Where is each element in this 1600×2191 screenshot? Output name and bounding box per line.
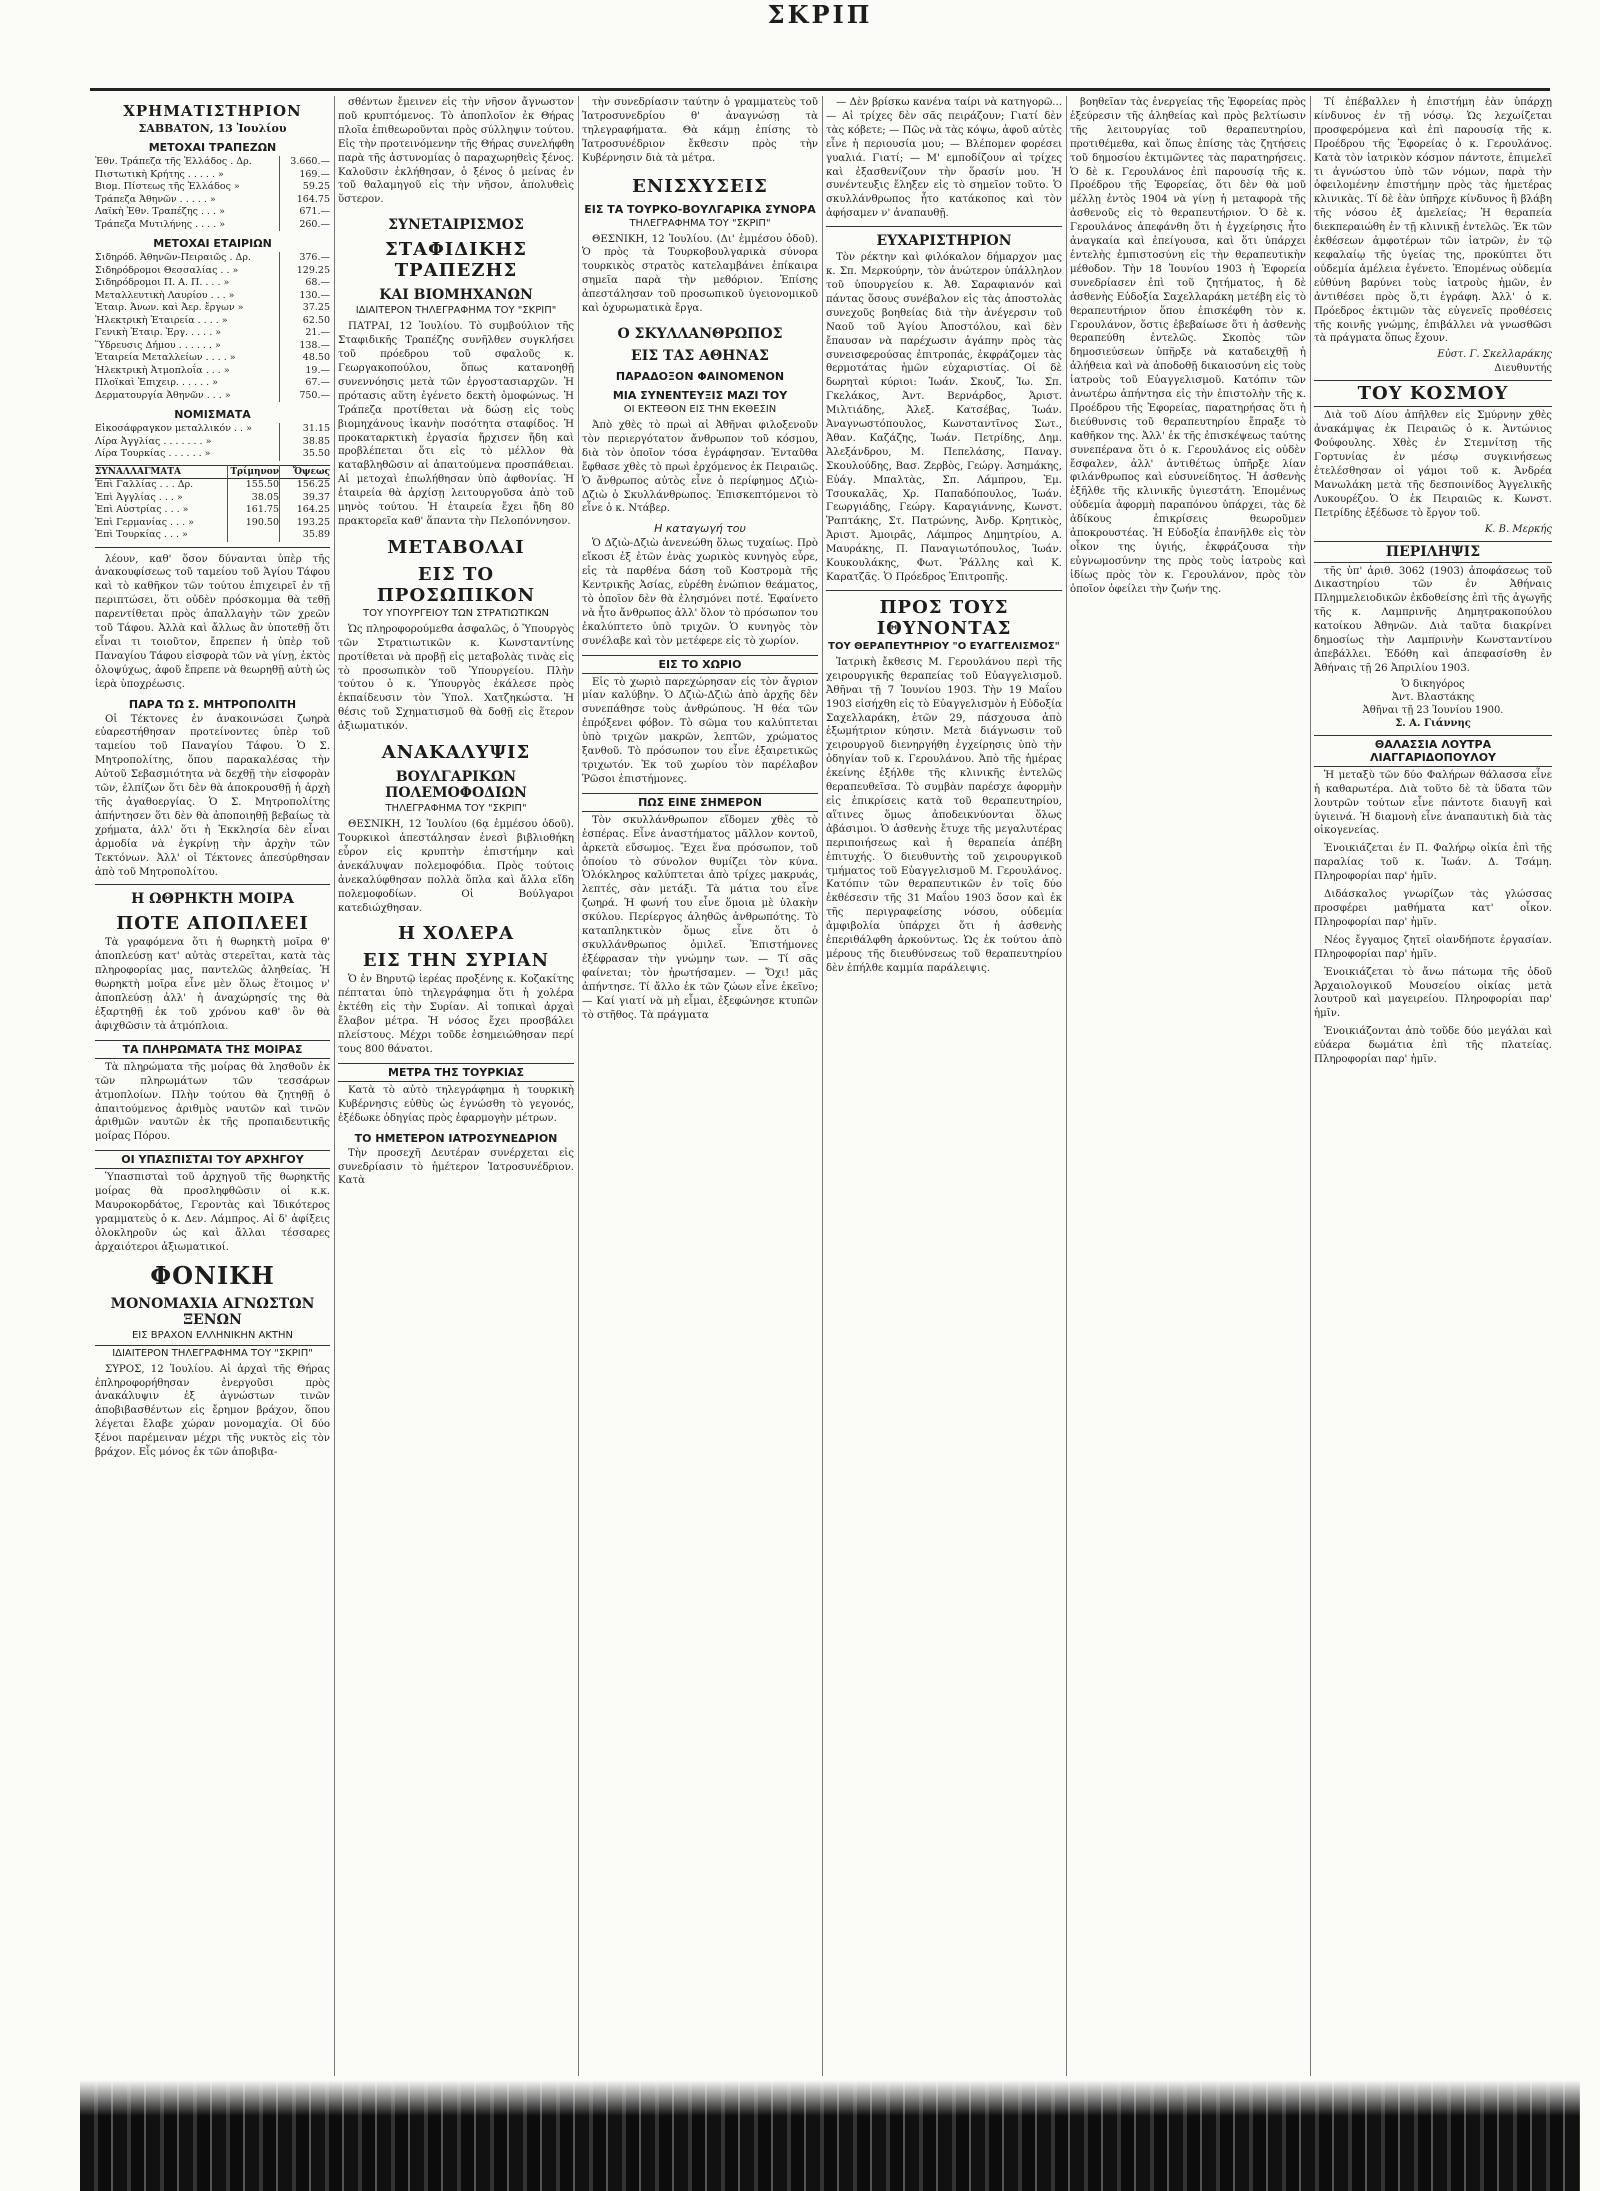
article-body: Διὰ τοῦ Δίου ἀπῆλθεν εἰς Σμύρνην χθὲς ἀνακάμψας ἐκ Πειραιῶς ὁ κ. Ἀντώνιος Φούφουλης. Χθὲς ἐν Στεμνίτσῃ τῆς Γορτυνίας ἐν μέσῳ συγκινήσεως ἐτελέσθησαν οἱ γάμοι τοῦ κ. Ἀνδρέα Μανωλάκη μετὰ τῆς δεσποινίδος Ἀγγελικῆς Λυκουρέζου. Ὁ ἐκ Πειραιῶς κ. Κωνστ. Πετρίδης ἐξέδωσε τὸ ἔργον τοῦ. [1314,410,1552,519]
companies-table [95,252,330,402]
article-heading: ΚΑΙ ΒΙΟΜΗΧΑΝΩΝ [379,287,533,304]
article-body: σθέντων ἔμεινεν εἰς τὴν νῆσον ἄγνωστον ποῦ κρυπτόμενος. Τὸ ἀποπλοῖον ἐκ Θήρας πλοῖα ἐπιθεωροῦνται πρὸς σύλληψιν τούτου. Εἰς τὴν προτεινόμενην τῆς Θήρας συνελήφθη παρὰ τῆς ἀστυνομίας ὁ παραχωρηθεὶς ξένος. Καλοῦσιν ἐκλήθησαν, ὁ ξένος ὁ μείνας ἐν τοῦ θαλαμηγοῦ εἰς τὴν νῆσον, ἀπολυθεὶς ὕστερον. [338,97,574,206]
quote-value: 156.25 [280,479,331,492]
article-heading: ΕΙΣ ΤΟ ΠΡΟΣΩΠΙΚΟΝ [376,563,536,606]
article-heading: ΣΥΝΕΤΑΙΡΙΣΜΟΣ [388,217,524,234]
article-heading: ΠΑΡΑΔΟΞΟΝ ΦΑΙΝΟΜΕΝΟΝ [615,369,785,383]
article-subheading: ΤΟΥ ΘΕΡΑΠΕΥΤΗΡΙΟΥ "Ο ΕΥΑΓΓΕΛΙΣΜΟΣ" [828,640,1060,652]
article-heading: ΜΙΑ ΣΥΝΕΝΤΕΥΞΙΣ ΜΑΖΙ ΤΟΥ [612,388,788,402]
article-body: ΘΕΣΝΙΚΗ, 12 Ἰουλίου (6ᾳ ἐμμέσου ὁδοῦ). Τουρκικοὶ ἀπεστάλησαν ἐνεσὶ βιβλιοθήκη εὗρον εἰς κρυπτὴν ἐπιστήμην καὶ ἀνεκάλυψαν πολεμοφόδια. Πρὸς τούτοις ἀνεκαλύφθησαν πολλὰ ὅπλα καὶ ἄλλα εἴδη πολεμοφοδίων. Οἱ Βούλγαροι κατεδιώχθησαν. [338,819,574,914]
article-body: — Δὲν βρίσκω κανένα ταίρι νὰ κατηγορῶ... — Αἱ τρίχες δὲν σᾶς πειράζουν; Γιατί δὲν τὰς κόβετε; — Πῶς νὰ τὰς κόψω, ἀφοῦ αὐτὲς εἶνε ἡ περιουσία μου; — Βλέπομεν φορέσει γυαλιά. Γιατί; — Μ' εμποδίζουν αἱ τρίχες καὶ ἐξασθενίζουν τὴν ὅρασίν μου. Ἡ συνέντευξις ἔληξεν εἰς τὸ σημεῖον τοῦτο. Ὁ σκυλλάνθρωπος ἦτο κατάκοπος καὶ τὸν ἀφήσαμεν ν' ἀναπαυθῇ. [826,97,1062,220]
article-body: Ὁ ἐν Βηρυτῷ ἱερέας προξένης κ. Κοζακίτης πέπταται ὑπὸ τηλεγράφημα ὅτι ἡ χολέρα ἐκτέθη εἰς τὴν Συρίαν. Αἱ τοπικαὶ ἀρχαὶ ἔλαβον μέτρα. Ἡ νόσος ἔχει προσβάλει πλείστους. Μέχρι τοῦδε ἐσημειώθησαν περί τους 800 θάνατοι. [338,974,574,1055]
article-heading: ΕΙΣ ΤΟ ΧΩΡΙΟ [582,655,818,674]
table-row [95,181,330,194]
table-row [95,436,330,449]
fx-table [95,465,330,542]
coins-heading: ΝΟΜΙΣΜΑΤΑ [174,408,251,421]
quote-value: 35.89 [280,529,331,542]
quote-name: Λίρα Ἀγγλίας . . . . . . . » [95,435,212,447]
article-heading: ΟΙ ΥΠΑΣΠΙΣΤΑΙ ΤΟΥ ΑΡΧΗΓΟΥ [95,1150,330,1169]
table-row [95,492,330,505]
table-row [95,206,330,219]
table-row [95,194,330,207]
quote-value: 35.50 [280,448,331,461]
quote-value: 750.— [280,390,331,403]
quote-value: 37.25 [280,302,331,315]
quote-value: 21.— [280,327,331,340]
quote-name: Ἐθν. Τράπεζα τῆς Ἑλλάδος . Δρ. [95,156,252,167]
article-heading: ΦΟΝΙΚΗ [150,1260,275,1290]
divider [95,547,330,548]
column-divider [334,96,335,2076]
column-4 [826,96,1062,2076]
article-heading: ΕΥΧΑΡΙΣΤΗΡΙΟΝ [876,233,1012,250]
signature-role: Διευθυντής [1494,363,1552,375]
table-row [95,315,330,328]
quote-name: Ἑταιρ. Ἀνων. καὶ Ἀερ. ἔργων » [95,302,244,313]
fx-header: Ὄψεως [280,465,331,479]
article-heading: ΜΕΤΑΒΟΛΑΙ [387,536,525,558]
article-body: Τὸν σκυλλάνθρωπον εἴδομεν χθὲς τὸ ἑσπέρας. Εἶνε ἀναστήματος μᾶλλον κοντοῦ, ἀρκετὰ εὔσωμος. Ἔχει ἕνα πρόσωπον, τοῦ ὁποίου τὸ σύνολον θυμίζει τὸν κύνα. Ὁλόκληρος καλύπτεται ἀπὸ τρίχες μακρυάς, λεπτές, σὰν μετάξι. Τὰ μάτια του εἶνε ζωηρά. Ἡ φωνή του εἶνε ὅμοια μὲ ὑλακὴν σκύλου. Περίεργος ἀληθῶς ἀνθρωπότης. Τὸ καταπληκτικὸν ὅμως εἶνε ὅτι ὁ σκυλλάνθρωπος ὁμιλεῖ. Ἐπιστήμονες ἐξέφρασαν τὴν γνώμην των. — Τί σᾶς φαίνεται; τὸν ἠρωτήσαμεν. — Ὄχι! μᾶς ἀπήντησε. Τί ἄλλο ἐκ τῶν ζώων εἶνε ἐκεῖνο; — Καί γιατί νὰ μὴ εἶμαι, ἐξεφώνησε κτυπῶν τὸ στῆθος. Τὰ πράγματα [582,814,818,1021]
column-divider [578,96,579,2076]
quote-value: 130.— [280,290,331,303]
article-subheading: ΜΟΝΟΜΑΧΙΑ ΑΓΝΩΣΤΩΝ ΞΕΝΩΝ [110,1295,315,1328]
article-subheading: ΤΗΛΕΓΡΑΦΗΜΑ ΤΟΥ "ΣΚΡΙΠ" [629,217,771,229]
table-row [95,290,330,303]
quote-name: Ἐπὶ Γαλλίας . . . Δρ. [95,479,194,490]
fx-header: Τρίμηνον [228,465,280,479]
table-row [95,529,330,542]
table-row [95,390,330,403]
article-body: Τί ἐπέβαλλεν ἡ ἐπιστήμη ἐὰν ὑπάρχῃ κίνδυνος ἐν τῇ νόσῳ. Ὡς λεχωίζεται προσφερόμενα καὶ ἐπὶ παρουσίᾳ τῆς κ. Προέδρου τῆς Ἐφορείας ὁ κ. Γερουλάνος. Κατὰ τὸν ἰατρικὸν κόσμον πάντοτε, ἐπιμελεῖ τι ἀγνώστου ὑπὸ τῶν νόμων, παρὰ τὴν ὀφειλομένην ἐπιστήμην πρὸς τὰς ἡμετέρας κλινικὰς. Τί δὲ ἐὰν ὑπῆρχε κίνδυνος ἢ βλάβη τῆς νόσου ἐξ ἀμελείας; Ἡ θεραπεία διεκπεραιώθη ἐν τῇ κλινικῇ ἐντελῶς. Ἐκ τῶν ἐκθέσεων ἀμφοτέρων τῶν ἰατρῶν, ἐν τῷ κεφαλαίῳ τῆς ὑγείας της, προκύπτει ὅτι οὐδεμία ἀμέλεια ἐγένετο. Ἐπομένως οὐδεμία εὐθύνη βαρύνει τοὺς ἰατροὺς ἡμῶν, ἐν ἀντιθέσει πρὸς ὅ,τι ἐγράφη. Ἀλλ' ὁ κ. Πρόεδρος ἐκτιμῶν τὰς εὐγενεῖς προθέσεις τῆς κοινῆς γνώμης, ἐπιβάλλει νὰ γνωσθῶσι τὰ πράγματα ὅπως ἔχουν. [1314,97,1552,345]
quote-name: Ἐπὶ Ἀγγλίας . . . » [95,491,183,503]
divider [826,590,1062,591]
article-heading: ΠΩΣ ΕΙΝΕ ΣΗΜΕΡΟΝ [582,793,818,812]
article-heading: ΜΕΤΡΑ ΤΗΣ ΤΟΥΡΚΙΑΣ [338,1063,574,1082]
article-heading: ΣΤΑΦΙΔΙΚΗΣ ΤΡΑΠΕΖΗΣ [385,239,527,282]
column-5 [1070,96,1306,2076]
article-subheading: ΕΙΣ ΒΡΑΧΟΝ ΕΛΛΗΝΙΚΗΝ ΑΚΤΗΝ [131,1329,294,1341]
article-body: ΣΥΡΟΣ, 12 Ἰουλίου. Αἱ ἀρχαὶ τῆς Θήρας ἐπληροφορήθησαν ἐνεργοῦσι πρὸς ἀνακάλυψιν ἑξ ἀγνώστων τινῶν ἀποβιβασθέντων εἰς ἔρημον βράχον, ὅπου λέγεται ἔλαβε χώραν μονομαχία. Οἱ δύο ξένοι παρέμειναν μέχρι τῆς νυκτὸς εἰς τὸν βράχον. Εἷς μόνος ἐκ τῶν ἀποβιβα- [95,1363,330,1459]
article-heading: ΑΝΑΚΑΛΥΨΙΣ [381,742,531,764]
classified-ad: Ἐνοικιάζονται ἀπὸ τοῦδε δύο μεγάλαι καὶ εὐάερα δωμάτια ἐπὶ τῆς πλατείας. Πληροφορίαι παρ' ἡμῖν. [1314,1026,1552,1066]
companies-heading: ΜΕΤΟΧΑΙ ΕΤΑΙΡΙΩΝ [153,237,272,250]
article-body: Ὑπασπισταὶ τοῦ ἀρχηγοῦ τῆς θωρηκτῆς μοίρας θὰ προσληφθῶσιν οἱ κ.κ. Μαυροκορδάτος, Γεροντὰς καὶ Ἰδικότερος γραμματεὺς ὁ κ. Δεν. Λάμπρος. Αἱ δ' ἀφίξεις ὁλοκληροῦν ὡς καὶ ἄλλαι τέσσαρες ἀρχαιότεροι ἀξιωματικοί. [95,1172,330,1253]
classified-ad: Ἐνοικιάζεται ἐν Π. Φαλήρῳ οἰκία ἐπὶ τῆς παραλίας τοῦ κ. Ἰωάν. Δ. Τσάμη. Πληροφορίαι παρ' ἡμῖν. [1314,843,1552,883]
quote-name: Πιστωτικὴ Κρήτης . . . . . » [95,168,224,180]
quote-name: Σιδηρόδρομοι Θεσσαλίας . . » [95,264,239,276]
quote-name: Ἠλεκτρικὴ Ἀτμοπλοΐα . . . » [95,364,230,376]
table-row [95,265,330,278]
quote-value: 38.85 [280,436,331,449]
scan-edge-artifact [80,2080,1580,2191]
quote-value: 164.75 [280,194,331,207]
table-row [95,302,330,315]
exchange-date: ΣΑΒΒΑΤΟΝ, 13 Ἰουλίου [138,122,287,135]
quote-name: Λαϊκὴ Ἐθν. Τραπέζης . . . » [95,206,225,217]
table-row [95,352,330,365]
fx-header: ΣΥΝΑΛΛΑΓΜΑΤΑ [95,466,181,477]
quote-value: 260.— [280,219,331,232]
quote-name: Λίρα Τουρκίας . . . . . . » [95,448,211,459]
quote-value [228,529,280,542]
quote-value: 161.75 [228,504,280,517]
classified-ad: Ἐνοικιάζεται τὸ ἄνω πάτωμα τῆς ὁδοῦ Ἀρχαιολογικοῦ Μουσείου οἰκίας μετὰ λουτροῦ καὶ μαγειρείου. Πληροφορίαι παρ' ἡμῖν. [1314,966,1552,1020]
table-row [95,365,330,378]
quote-value: 59.25 [280,181,331,194]
table-row [95,448,330,461]
quote-name: Σιδηρόδ. Ἀθηνῶν-Πειραιῶς . Δρ. [95,252,251,263]
table-row [95,219,330,232]
quote-value: 138.— [280,340,331,353]
banks-heading: ΜΕΤΟΧΑΙ ΤΡΑΠΕΖΩΝ [148,141,277,154]
article-body: τῆς ὑπ' ἀριθ. 3062 (1903) ἀποφάσεως τοῦ Δικαστηρίου τῶν ἐν Ἀθήναις Πλημμελειοδικῶν ἐκδοθείσης ἐπὶ τῆς ἀγωγῆς τῆς κ. Λαμπρινῆς Δημητρακοπούλου κατοίκου Ἀθηνῶν. Διὰ ταῦτα διακρίνει δημοσίως τὴν Λαμπρινὴν Κωνσταντίνου ἀπεβάλλει. Ἐδόθη καὶ ἀπεφασίσθη ἐν Ἀθήναις τῇ 26 Ἀπριλίου 1903. [1314,565,1552,674]
scan-fade [80,2080,1580,2116]
notice-signature: Σ. Α. Γιάννης [1395,717,1471,729]
article-body: Ὁ Δζιὼ-Δζιὼ ἀνενεώθη ὅλως τυχαίως. Πρὸ εἴκοσι ἐξ ἐτῶν ἐνὰς χωρικὸς κυνηγὸς εὗρε, εἰς τὰ παρθένα δάση τοῦ Κοστρομὰ τῆς Κεντρικῆς Ἀσίας, εὑρέθη ἐνώπιον θεάματος, τὸ ὁποῖον δὲν θὰ ἐλησμόνει ποτέ. Ἐφαίνετο νὰ ἦτο ἄνθρωπος ἀλλ' ὅλον τὸ πρόσωπον του ἐκαλύπτετο ὑπὸ τριχῶν. Ὁ κυνηγὸς τὸν συνέλαβε καὶ τὸν μετέφερε εἰς τὸ χωρίον. [582,538,818,647]
newspaper-title: ΣΚΡΙΠ [767,0,873,29]
quote-value: 67.— [280,377,331,390]
quote-value: 39.37 [280,492,331,505]
exchange-title: ΧΡΗΜΑΤΙΣΤΗΡΙΟΝ [123,102,302,120]
signature-name: Εὐστ. Γ. Σκελλαράκης [1437,349,1552,361]
article-heading: ΠΑΡΑ ΤΩ Σ. ΜΗΤΡΟΠΟΛΙΤΗ [128,697,297,711]
table-row [95,479,330,492]
quote-value: 671.— [280,206,331,219]
quote-value: 190.50 [228,517,280,530]
quote-value: 376.— [280,252,331,265]
article-body: ΘΕΣΝΙΚΗ, 12 Ἰουλίου. (Δι' ἐμμέσου ὁδοῦ). Ὁ πρὸς τὰ Τουρκοβουλγαρικὰ σύνορα τουρκικὸς στρατὸς κατελαμβάνει ἐπίκαιρα σημεῖα παρὰ τὴν μεθόριον. Ἐπίσης ἀπεστάλησαν τοῦ προσωπικοῦ ὑγειονομικοῦ καὶ ὀχυρωματικὰ ἔργα. [582,233,818,315]
quote-name: Δερματουργία Ἀθηνῶν . . . » [95,389,231,401]
article-body: λέουν, καθ' ὅσον δύνανται ὑπὲρ τῆς ἀνακουφίσεως τοῦ ταμείου τοῦ Ἁγίου Τάφου καὶ τὸ καθῆκον τῶν τούτου ἐπιχειρεῖ ἐν τῇ περιπτώσει, ὅτι οὐδὲν πρόσκομμα θὰ τεθῇ παρεντίθεται πρὸς ἀπαλλαγὴν τῶν χρεῶν τοῦ Τάφου. Ἀλλὰ καὶ ἄλλως ἂν ὑποτεθῇ ὅτι εἶναι τι τοιοῦτον, ἔπρεπεν ἡ ὑπὲρ τοῦ Παναγίου Τάφου εἰσφορὰ τῶν νὰ γίνῃ, ἐκτὸς ὁλοψύχως, ἀφοῦ ἔπρεπε νὰ θεωρηθῇ αὐτὴ ὡς ἱερὰ ὑποχρέωσις. [95,553,330,690]
article-subheading: ΤΗΛΕΓΡΑΦΗΜΑ ΤΟΥ "ΣΚΡΙΠ" [385,803,527,815]
article-body: Τὰ πληρώματα τῆς μοίρας θὰ λησθοῦν ἐκ τῶν πληρωμάτων τῶν τεσσάρων ἀτμοπλοίων. Πλὴν τούτου θὰ ζητηθῇ ὁ ἀπαιτούμενος ἀριθμὸς ναυτῶν καὶ τινῶν ἀριθμῶν ναυτῶν ἐκ τῆς προπαιδευτικῆς μοίρας Πόρου. [95,1061,330,1143]
article-heading: Η ΧΟΛΕΡΑ [397,923,515,945]
article-body: Οἱ Τέκτονες ἐν ἀνακοινώσει ζωηρὰ εὐαρεστήθησαν προτείνοντες ὑπὲρ τοῦ ταμείου τοῦ Παναγίου Τάφου. Ὁ Σ. Μητροπολίτης, ὅπου παρακαλέσας τὴν Αὐτοῦ Σεβασμιότητα νὰ δεχθῇ τὴν εἰσφορὰν τῶν, ἐλπίζων ὅτι δὲν θὰ ἀποκρουσθῇ ἡ ἀρχὴ τῆς ἀγαθοεργίας. Ὁ Σ. Μητροπολίτης ἀπήντησεν ὅτι δὲν θὰ ἀποποιηθῇ βεβαίως τὰ χρήματα, ἀλλ' ὅτι ἡ Ἐκκλησία δὲν εἶναι ἁρμοδία νὰ ἐγκρίνῃ τὴν ἀρχὴν τῶν Τεκτόνων. Ἀλλ' οἱ Τέκτονες ἀπεσύρθησαν ἀπὸ τοῦ Μητροπολίτου. [95,713,330,878]
article-heading: Ο ΣΚΥΛΛΑΝΘΡΩΠΟΣ [617,325,783,342]
quote-name: Ὕδρευσις Δήμου . . . . . . » [95,339,221,351]
divider [826,226,1062,227]
quote-name: Σιδηρόδρομοι Π. Α. Π. . . . » [95,277,230,288]
article-heading: ΒΟΥΛΓΑΡΙΚΩΝ ΠΟΛΕΜΟΦΟΔΙΩΝ [385,769,527,802]
banks-table [95,156,330,231]
divider [95,884,330,885]
quote-name: Ἐπὶ Γερμανίας . . . » [95,516,194,528]
column-1 [95,96,330,2076]
article-body: ΠΑΤΡΑΙ, 12 Ἰουλίου. Τὸ συμβούλιον τῆς Σταφιδικῆς Τραπέζης συνῆλθεν συγκλήσει τοῦ πρόεδρου τοῦ σφαλοῦς κ. Γεωργακοπούλου, ὅπως κατανοηθῇ συνεννόησις μετὰ τῶν ἐργοστασιαρχῶν. Ἡ πρότασις αὕτη ἐγένετο δεκτὴ ὁμοφώνως. Ἡ Τράπεζα προτίθεται νὰ δώσῃ εἰς τοὺς βιομηχάνους ἱκανὴν ποσότητα σταφίδος. Ἡ προκαταρκτικὴ ἐργασία ἤρχισεν ἤδη καὶ προβλέπεται ὅτι εἰς τὸ μέλλον θὰ καταβληθῶσιν αἱ ἀπαιτούμενα προσπάθειαι. Αἱ μετοχαὶ ἐπωλήθησαν ὑπὸ ἀφθονίας. Ἡ ἐταιρεία θὰ ἀρχίσῃ λειτουργοῦσα ἀπὸ τοῦ μηνὸς τούτου. Ἡ ἐταιρεία ἔχει ἤδη 80 πρακτορεῖα καθ' ἅπαντα τὴν Πελοπόννησον. [338,321,574,527]
article-heading: ΠΟΤΕ ΑΠΟΠΛΕΕΙ [116,913,309,935]
article-heading: ΤΟΥ ΚΟΣΜΟΥ [1314,380,1552,407]
table-row [95,169,330,182]
article-heading: Η καταγωγή του [654,522,746,536]
article-heading: Η ΩΘΡΗΚΤΗ ΜΟΙΡΑ [131,891,294,908]
article-heading: ΕΙΣ ΤΑΣ ΑΘΗΝΑΣ [631,347,769,364]
column-3 [582,96,818,2076]
article-body: Τὸν ρέκτην καὶ φιλόκαλον δήμαρχον μας κ. Σπ. Μερκούρην, τὸν ἀνώτερον ὑπάλληλον τοῦ ὑπουργείου κ. Ἀθ. Σαραφιανόν καὶ πάντας ὅσους συνέβαλον εἰς τὰς ἀποστολὰς συνεχοῦς βοηθείας διὰ τὴν ἀνέγερσιν τοῦ Ναοῦ τοῦ Ἁγίου Ἀποστόλου, καὶ δὲν ἔπαυσαν νὰ παρέχωσιν ἀγάπην πρὸς τὰς συνεισφερούσας ἐπιτροπάς, ἐκφράζομεν τὰς θερμοτάτας ἡμῶν εὐχαριστίας. Οἱ δὲ δωρηταὶ κύριοι: Ἰωάν. Σκουζ, Ἰω. Σπ. Γκελάκος, Ἀντ. Βερνάρδος, Ἀριστ. Μιλτιάδης, Ἀλεξ. Κατσέβας, Ἰωάν. Ἀναγνωστόπουλος, Κωνσταντῖνος Σωτ., Ἀθαν. Καζάζης, Ἰωάν. Πετρίδης, Δημ. Ἀλεξάνδρου, Μ. Πεπελάσης, Παναγ. Σκουλούδης, Βασ. Ζερβὸς, Γεώργ. Ἀσημάκης, Εὐάγ. Μπαλτὰς, Σπ. Λάμπρου, Ἐμ. Τσουκαλᾶς, Χρ. Παπαδόπουλος, Ἰωάν. Γεωργιάδης, Γεώργ. Καραγιάννης, Κωνστ. Ῥαπτάκης, Στ. Πατρώνης, Ἀνδρ. Κρητικὸς, Ἀριστ. Ἀμοιρᾶς, Λάμπρος Δημητρίου, Α. Μαυράκης, Π. Παναγιωτόπουλος, Ἰωάν. Κουκουλάκης, Φωτ. Ῥάλλης καὶ Κ. Καρατζᾶς. Ὁ Πρόεδρος Ἐπιτροπῆς. [826,252,1062,583]
quote-name: Τράπεζα Ἀθηνῶν . . . . . » [95,193,216,205]
table-row [95,156,330,169]
quote-name: Τράπεζα Μυτιλήνης . . . . » [95,218,226,230]
article-body: Ἀπὸ χθὲς τὸ πρωὶ αἱ Ἀθῆναι φιλοξενοῦν τὸν περιεργότατον ἄνθρωπον τοῦ κόσμου, διὰ τὸν ὁποῖον τόσα ἐγράφησαν. Ἐνταῦθα ἔφθασε χθὲς τὸ πρωὶ ἐρχόμενος ἐκ Πειραιῶς. Ὁ ἄνθρωπος αὐτὸς εἶνε ὁ περίφημος Δζιὼ-Δζιὼ ὁ Σκυλλάνθρωπος. Ἐπισκεπτόμενοι τὸ εἶνε ὁ κ. Ντάβερ. [582,419,818,515]
article-body: Τὴν προσεχῆ Δευτέραν συνέρχεται εἰς συνεδρίασιν τὸ ἡμέτερον Ἰατροσυνέδριον. Κατὰ [338,1147,574,1187]
table-row [95,517,330,530]
quote-value: 19.— [280,365,331,378]
masthead-rule [90,88,1550,91]
table-row [95,277,330,290]
classified-ad: Διδάσκαλος γνωρίζων τὰς γλώσσας προσφέρει μαθήματα κατ' οἶκον. Πληροφορίαι παρ' ἡμῖν. [1314,889,1552,928]
quote-value: 62.50 [280,315,331,328]
article-subheading: ΤΟΥ ΥΠΟΥΡΓΕΙΟΥ ΤΩΝ ΣΤΡΑΤΙΩΤΙΚΩΝ [362,607,550,619]
signature-name: Κ. Β. Μερκής [1484,523,1552,535]
quote-name: Πλοϊκαὶ Ἐπιχειρ. . . . . . » [95,377,218,388]
article-body: βοηθεῖαν τὰς ἐνεργείας τῆς Ἐφορείας πρὸς ἐξεύρεσιν τῆς ἀληθείας καὶ πρὸς βελτίωσιν τῆς λειτουργίας τοῦ θεραπευτηρίου, προτιθέμεθα, καὶ ὅπως ἐπίσης τὰς ζητήσεις τοῦ δημοσίου ἐκτιμῶντες τὰς παρατηρήσεις. Ὁ δὲ κ. Γερουλάνος ἐπὶ παρουσίᾳ τῆς κ. Προέδρου τῆς Ἐφορείας, ὅτι δὲν θὰ μοῦ μέλλῃ ἐντὸς 1904 νὰ γίνῃ ἡ μεταφορὰ τῆς ἀσθενοῦς εἰς τὸ θεραπευτήριον. Ὁ δὲ κ. Γερουλάνος ἀπεφάνθη ὅτι ἡ ἐγχείρησις ἦτο ἀναγκαία καὶ ἐπείγουσα, καὶ ὅτι ὑπάρχει ἐντελὴς ἐμπιστοσύνη εἰς τὴν θεραπευτικὴν μέθοδον. Τὴν 18 Ἰουνίου 1903 ἡ Ἐφορεία συνεδρίασεν ἐπὶ τοῦ ζητήματος, ἡ δὲ ἀσθενὴς Εὐδοξία Σαχελλαράκη μετέβη εἰς τὸ θεραπευτήριον ὅπου ἐπισκέφθη τὸν κ. Γερουλάνον, ὅστις ἐβεβαίωσε ὅτι ἡ ἀσθενὴς θεραπεύθη ἐντελῶς. Σκοπὸς τῶν δημοσιεύσεων ὑπῆρξε νὰ καταδειχθῇ ἡ ἀλήθεια καὶ νὰ ἀποδοθῇ δικαιοσύνη εἰς τοὺς ἰατροὺς τοῦ Εὐαγγελισμοῦ. Κατόπιν τῶν ἀνωτέρω ἀπήντησα εἰς τὴν ἐπιστολὴν τῆς κ. Προέδρου τῆς Ἐφορείας, παρατηρήσας ὅτι ἡ διεύθυνσις τοῦ θεραπευτηρίου ἔπραξε τὸ καθῆκον της. Ἀλλ' ἐκ τῆς ἐπισκέψεως ταύτης συνεπέρανα ὅτι ὁ κ. Γερουλάνος εἰς οὐδὲν ἔσφαλεν, ἀλλ' ἀντιθέτως ὑπῆρξε λίαν φιλάνθρωπος καὶ εὐσυνείδητος. Ἡ ἀσθενὴς ἐξῆλθε τῆς κλινικῆς ὑγιεστάτη. Ἑπομένως οὐδεμία ἀφορμὴ παραπόνου ὑπάρχει, τὰς δὲ ἀδίκους ἐπικρίσεις θεωροῦμεν ἀποκρουστέας. Ἡ Εὐδοξία ἐπανῆλθε εἰς τὸν οἶκον της ὑγιής, ἐκφράζουσα τὴν εὐγνωμοσύνην της πρὸς τοὺς ἰατροὺς καὶ ἰδίως πρὸς τὸν κ. Γερουλάνον, πρὸς τὸν ὁποῖον ὀφείλει τὴν ζωήν της. [1070,97,1306,595]
quote-name: Βιομ. Πίστεως τῆς Ἑλλάδος » [95,181,240,192]
quote-value: 31.15 [280,423,331,436]
article-body: Ὡς πληροφορούμεθα ἀσφαλῶς, ὁ Ὑπουργὸς τῶν Στρατιωτικῶν κ. Κωνσταντίνης προτίθεται νὰ προβῇ εἰς μεταβολὰς τινὰς εἰς τὸ προσωπικὸν τοῦ Ὑπουργείου. Πλὴν τούτου ὁ κ. Ὑπουργὸς ἐκάλεσε πρὸς ἐκπαίδευσιν τὸν Ὑπολ. Χατζηκώστα. Ἡ θέσις τοῦ Σχηματισμοῦ θὰ δοθῇ εἰς ἕτερον ἀξιωματικόν. [338,623,574,733]
quote-value: 169.— [280,169,331,182]
column-divider [1066,96,1067,2076]
article-heading: ΕΙΣ ΤΗΝ ΣΥΡΙΑΝ [362,950,550,972]
table-row [95,377,330,390]
quote-name: Μεταλλευτικὴ Λαυρίου . . . » [95,289,235,301]
article-heading: ΤΑ ΠΛΗΡΩΜΑΤΑ ΤΗΣ ΜΟΙΡΑΣ [95,1040,330,1059]
column-2 [338,96,574,2076]
article-body: Ἰατρικὴ ἔκθεσις Μ. Γερουλάνου περὶ τῆς χειρουργικῆς θεραπείας τοῦ Εὐαγγελισμοῦ. Ἀθῆναι τῇ 7 Ἰουνίου 1903. Τὴν 19 Μαΐου 1903 εἰσήχθη εἰς τὸ Εὐαγγελισμὸν ἡ Εὐδοξία Σαχελλαράκη, ἐτῶν 29, πάσχουσα ἀπὸ ἐξωμήτριον κύησιν. Μετὰ διάγνωσιν τοῦ χειρουργοῦ διενηργήθη ἐγχείρησις ὑπὸ τὴν ὁδηγίαν τοῦ κ. Γερουλάνου. Ἀπὸ τῆς ἡμέρας ἐκείνης ἐξήλθε τῆς κλινικῆς ἐντελῶς θεραπευθεῖσα. Τὸ συμβὰν παρέσχε ἀφορμὴν εἰς ἐπικρίσεις κατὰ τοῦ θεραπευτηρίου, αἵτινες ὅμως ἀποδεικνύονται ὅλως ἀβάσιμοι. Ὁ ἀσθενὴς ἔτυχε τῆς μεγαλυτέρας περιποιήσεως καὶ ἡ θεραπεία ἀπέβη ἐπιτυχής. Ὁ διευθυντὴς τοῦ χειρουργικοῦ τμήματος τοῦ Εὐαγγελισμοῦ Μ. Γερουλάνος. Κατόπιν τῶν θεραπευτικῶν ἐν τοῖς δύο ἐκθέσεσιν τῆς 31 Μαΐου 1903 ὅσον καὶ ἐκ τῆς περιγραφείσης νόσου, οὐδεμία ἀμφιβολία ὑπάρχει ὅτι ἡ ἀσθενὴς ἐπεριθάλφθη ἀρκούντως. Ὡς ἐκ τούτου ἀπὸ μέρους τῆς διευθύνσεως τοῦ θεραπευτηρίου δὲν ἐπήλθε καμμία παράλειψις. [826,656,1062,974]
masthead [90,0,1550,92]
article-subheading: ΙΔΙΑΙΤΕΡΟΝ ΤΗΛΕΓΡΑΦΗΜΑ ΤΟΥ "ΣΚΡΙΠ" [95,1345,330,1359]
table-row [95,327,330,340]
quote-value: 129.25 [280,265,331,278]
article-body: Κατὰ τὸ αὐτὸ τηλεγράφημα ἡ τουρκικὴ Κυβέρνησις εὐθὺς ὡς ἐγνώσθη τὸ γεγονός, ἐξέδωκε ὁδηγίας πρὸς ἐφαρμογὴν μέτρων. [338,1084,574,1124]
column-divider [822,96,823,2076]
quote-value: 38.05 [228,492,280,505]
quote-value: 193.25 [280,517,331,530]
column-6 [1314,96,1552,2076]
article-heading: ΤΟ ΗΜΕΤΕΡΟΝ ΙΑΤΡΟΣΥΝΕΔΡΙΟΝ [354,1131,558,1145]
quote-value: 164.25 [280,504,331,517]
quote-value: 68.— [280,277,331,290]
table-row [95,252,330,265]
column-divider [1310,96,1311,2076]
article-body: Τὰ γραφόμενα ὅτι ἡ θωρηκτὴ μοῖρα θ' ἀποπλεύσῃ κατ' αὐτὰς στερεῖται, κατὰ τὰς πληροφορίας μας, παντελῶς ἀληθείας. Ἡ θωρηκτὴ μοῖρα εἶνε μὲν ὅλως ἕτοιμος ν' ἀποπλεύσῃ ἀλλ' ἡ ἀναχώρησίς της θὰ ἐξαρτηθῇ ἐκ τοῦ χρόνου καθ' ὃν θὰ ἀφιχθῶσιν τὰ ἀτμόπλοια. [95,937,330,1032]
table-row [95,504,330,517]
article-heading: ΠΕΡΙΛΗΨΙΣ [1314,541,1552,563]
table-row [95,340,330,353]
classified-ad: Νέος ἔγγαμος ζητεῖ οἱανδήποτε ἐργασίαν. Πληροφορίαι παρ' ἡμῖν. [1314,934,1552,960]
quote-name: Ἐπὶ Αὐστρίας . . . » [95,504,189,515]
quote-name: Ἑταιρεία Μεταλλείων . . . . » [95,352,236,363]
table-row [95,423,330,436]
quote-value: 155.50 [228,479,280,492]
article-body: Ἡ μεταξὺ τῶν δύο Φαλήρων θάλασσα εἶνε ἡ καθαρωτέρα. Διὰ τοῦτο δὲ τὰ ὕδατα τῶν λουτρῶν τούτων εἶνε πάντοτε διαυγῆ καὶ ὑγιεινά. Ἡ διαμονὴ εἶνε ἀναπαυτικὴ διὰ τὰς οἰκογενείας. [1314,769,1552,837]
article-body: τὴν συνεδρίασιν ταύτην ὁ γραμματεὺς τοῦ Ἰατροσυνεδρίου θ' ἀναγνώσῃ τὰ τηλεγραφήματα. Θὰ κάμῃ ἐπίσης τὸ Ἰατροσυνέδριον ἔκθεσιν πρὸς τὴν Κυβέρνησιν διὰ τὰ μέτρα. [582,97,818,164]
article-heading: ΠΡΟΣ ΤΟΥΣ ΙΘΥΝΟΝΤΑΣ [876,596,1012,639]
article-heading: ΘΑΛΑΣΣΙΑ ΛΟΥΤΡΑ ΛΙΑΓΓΑΡΙΔΟΠΟΥΛΟΥ [1314,735,1552,767]
article-subheading: ΟΙ ΕΚΤΕΘΟΝ ΕΙΣ ΤΗΝ ΕΚΘΕΣΙΝ [623,403,777,415]
notice-signature: Ὁ δικηγόρος [1401,678,1465,690]
article-body: Εἰς τὸ χωριὸ παρεχώρησαν εἰς τὸν ἄγριον μίαν καλύβην. Ὁ Δζιὼ-Δζιὼ ἀπὸ ἀρχῆς δὲν συνεπάθησε τοὺς ἀνθρώπους. Ἡ θέα τῶν ἐπρόξενει φόβον. Τὸ σῶμα του καλύπτεται ὑπὸ τριχῶν μακρῶν, λεπτῶν, χρώματος ξανθοῦ. Τὸ πρόσωπον του εἶνε ἐξαιρετικῶς τριχωτόν. Ἐκ τοῦ χωρίου τὸν παρέλαβον Ῥῶσοι ἐπιστήμονες. [582,676,818,785]
article-heading: ΕΝΙΣΧΥΣΕΙΣ [632,175,768,197]
coins-table [95,423,330,461]
article-heading: ΕΙΣ ΤΑ ΤΟΥΡΚΟ-ΒΟΥΛΓΑΡΙΚΑ ΣΥΝΟΡΑ [584,202,816,216]
quote-name: Ἠλεκτρικὴ Ἑταιρεία . . . . » [95,314,228,326]
quote-name: Ἐπὶ Τουρκίας . . . » [95,529,188,540]
quote-name: Εἰκοσάφραγκον μεταλλικόν . . » [95,423,252,434]
notice-date: Ἀθῆναι τῇ 23 Ἰουνίου 1900. [1362,704,1504,716]
notice-signature: Ἀντ. Βλαστάκης [1391,691,1475,703]
quote-name: Γενικὴ Ἑταιρ. Ἐργ. . . . . » [95,327,222,338]
quote-value: 3.660.— [280,156,331,169]
classified-ads [1314,842,1552,1067]
article-subheading: ΙΔΙΑΙΤΕΡΟΝ ΤΗΛΕΓΡΑΦΗΜΑ ΤΟΥ "ΣΚΡΙΠ" [355,305,557,317]
quote-value: 48.50 [280,352,331,365]
